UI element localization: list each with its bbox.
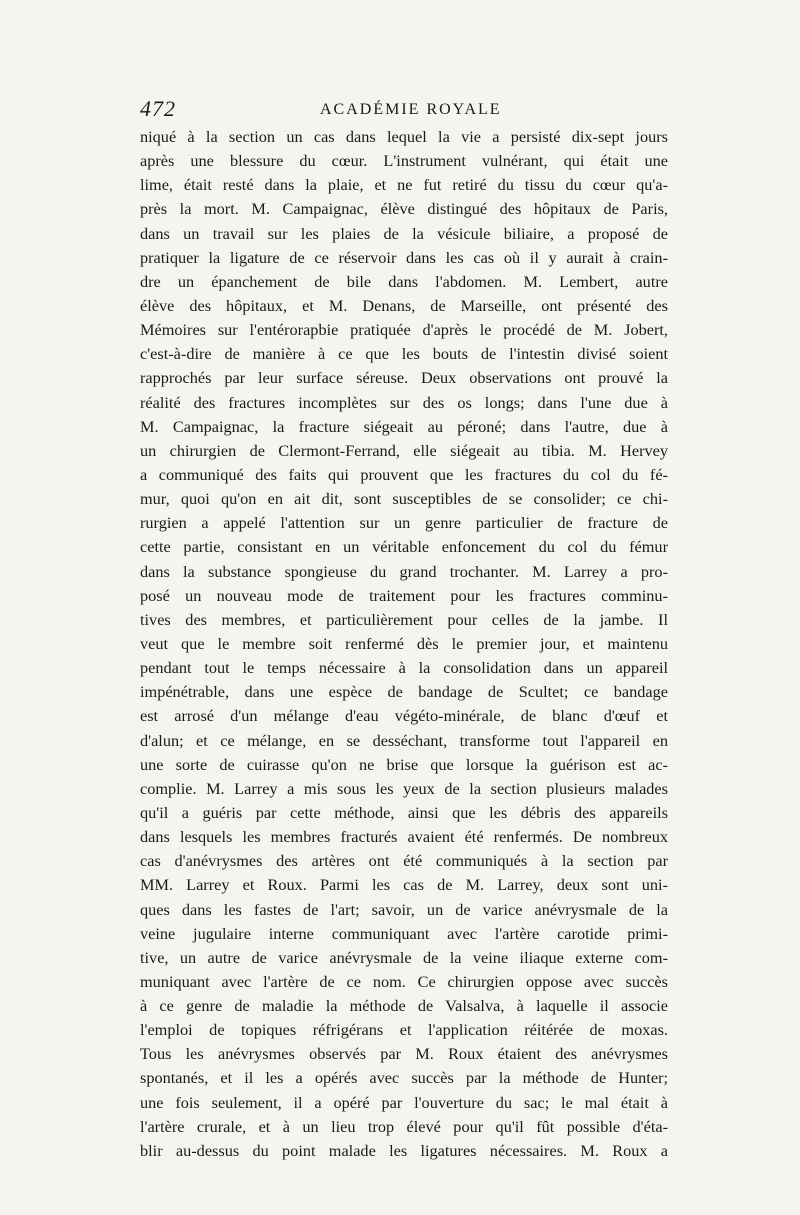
text-line: à ce genre de maladie la méthode de Valsalva, à laquelle il associe — [140, 996, 668, 1016]
text-line: a communiqué des faits qui prouvent que les fractures du col du fé- — [140, 464, 668, 484]
text-line: dre un épanchement de bile dans l'abdomen. M. Lembert, autre — [140, 271, 668, 291]
text-line: spontanés, et il les a opérés avec succès par la méthode de Hunter; — [140, 1068, 668, 1088]
text-line: lime, était resté dans la plaie, et ne fut retiré du tissu du cœur qu'a- — [140, 175, 668, 195]
text-line: blir au-dessus du point malade les ligatures nécessaires. M. Roux a — [140, 1140, 668, 1160]
text-line: veut que le membre soit renfermé dès le premier jour, et maintenu — [140, 633, 668, 653]
text-line: un chirurgien de Clermont-Ferrand, elle siégeait au tibia. M. Hervey — [140, 440, 668, 460]
text-line: muniquant avec l'artère de ce nom. Ce chirurgien oppose avec succès — [140, 971, 668, 991]
text-line: complie. M. Larrey a mis sous les yeux de la section plusieurs malades — [140, 778, 668, 798]
text-line: cette partie, consistant en un véritable enfoncement du col du fémur — [140, 537, 668, 557]
text-line: tives des membres, et particulièrement pour celles de la jambe. Il — [140, 609, 668, 629]
body-text — [140, 125, 668, 1163]
page-header — [140, 96, 670, 126]
text-line: est arrosé d'un mélange d'eau végéto-minérale, de blanc d'œuf et — [140, 706, 668, 726]
text-line: une fois seulement, il a opéré par l'ouverture du sac; le mal était à — [140, 1092, 668, 1112]
text-line: près la mort. M. Campaignac, élève distingué des hôpitaux de Paris, — [140, 199, 668, 219]
text-line: veine jugulaire interne communiquant avec l'artère carotide primi- — [140, 923, 668, 943]
text-line: après une blessure du cœur. L'instrument vulnérant, qui était une — [140, 151, 668, 171]
text-line: réalité des fractures incomplètes sur des os longs; dans l'une due à — [140, 392, 668, 412]
text-line: pratiquer la ligature de ce réservoir dans les cas où il y aurait à crain- — [140, 247, 668, 267]
text-line: dans lesquels les membres fracturés avaient été renfermés. De nombreux — [140, 827, 668, 847]
text-line: rurgien a appelé l'attention sur un genre particulier de fracture de — [140, 513, 668, 533]
running-title: ACADÉMIE ROYALE — [320, 101, 502, 118]
text-line: c'est-à-dire de manière à ce que les bouts de l'intestin divisé soient — [140, 344, 668, 364]
text-line: dans la substance spongieuse du grand trochanter. M. Larrey a pro- — [140, 561, 668, 581]
text-line: MM. Larrey et Roux. Parmi les cas de M. Larrey, deux sont uni- — [140, 875, 668, 895]
text-line: dans un travail sur les plaies de la vésicule biliaire, a proposé de — [140, 223, 668, 243]
text-line: Tous les anévrysmes observés par M. Roux étaient des anévrysmes — [140, 1044, 668, 1064]
text-line: posé un nouveau mode de traitement pour les fractures comminu- — [140, 585, 668, 605]
text-line: mur, quoi qu'on en ait dit, sont susceptibles de se consolider; ce chi- — [140, 489, 668, 509]
text-line: pendant tout le temps nécessaire à la consolidation dans un appareil — [140, 658, 668, 678]
text-line: tive, un autre de varice anévrysmale de la veine iliaque externe com- — [140, 947, 668, 967]
text-line: ques dans les fastes de l'art; savoir, un de varice anévrysmale de la — [140, 899, 668, 919]
page-number: 472 — [140, 96, 176, 121]
text-line: M. Campaignac, la fracture siégeait au péroné; dans l'autre, due à — [140, 416, 668, 436]
text-line: l'artère crurale, et à un lieu trop élevé pour qu'il fût possible d'éta- — [140, 1116, 668, 1136]
text-line: d'alun; et ce mélange, en se desséchant, transforme tout l'appareil en — [140, 730, 668, 750]
text-line: qu'il a guéris par cette méthode, ainsi que les débris des appareils — [140, 802, 668, 822]
text-line: rapprochés par leur surface séreuse. Deux observations ont prouvé la — [140, 368, 668, 388]
text-line: élève des hôpitaux, et M. Denans, de Marseille, ont présenté des — [140, 295, 668, 315]
text-line: impénétrable, dans une espèce de bandage de Scultet; ce bandage — [140, 682, 668, 702]
text-line: cas d'anévrysmes des artères ont été communiqués à la section par — [140, 851, 668, 871]
text-line: l'emploi de topiques réfrigérans et l'application réitérée de moxas. — [140, 1020, 668, 1040]
text-line: niqué à la section un cas dans lequel la vie a persisté dix-sept jours — [140, 127, 668, 146]
text-line: une sorte de cuirasse qu'on ne brise que lorsque la guérison est ac- — [140, 754, 668, 774]
text-line: Mémoires sur l'entérorapbie pratiquée d'après le procédé de M. Jobert, — [140, 320, 668, 340]
